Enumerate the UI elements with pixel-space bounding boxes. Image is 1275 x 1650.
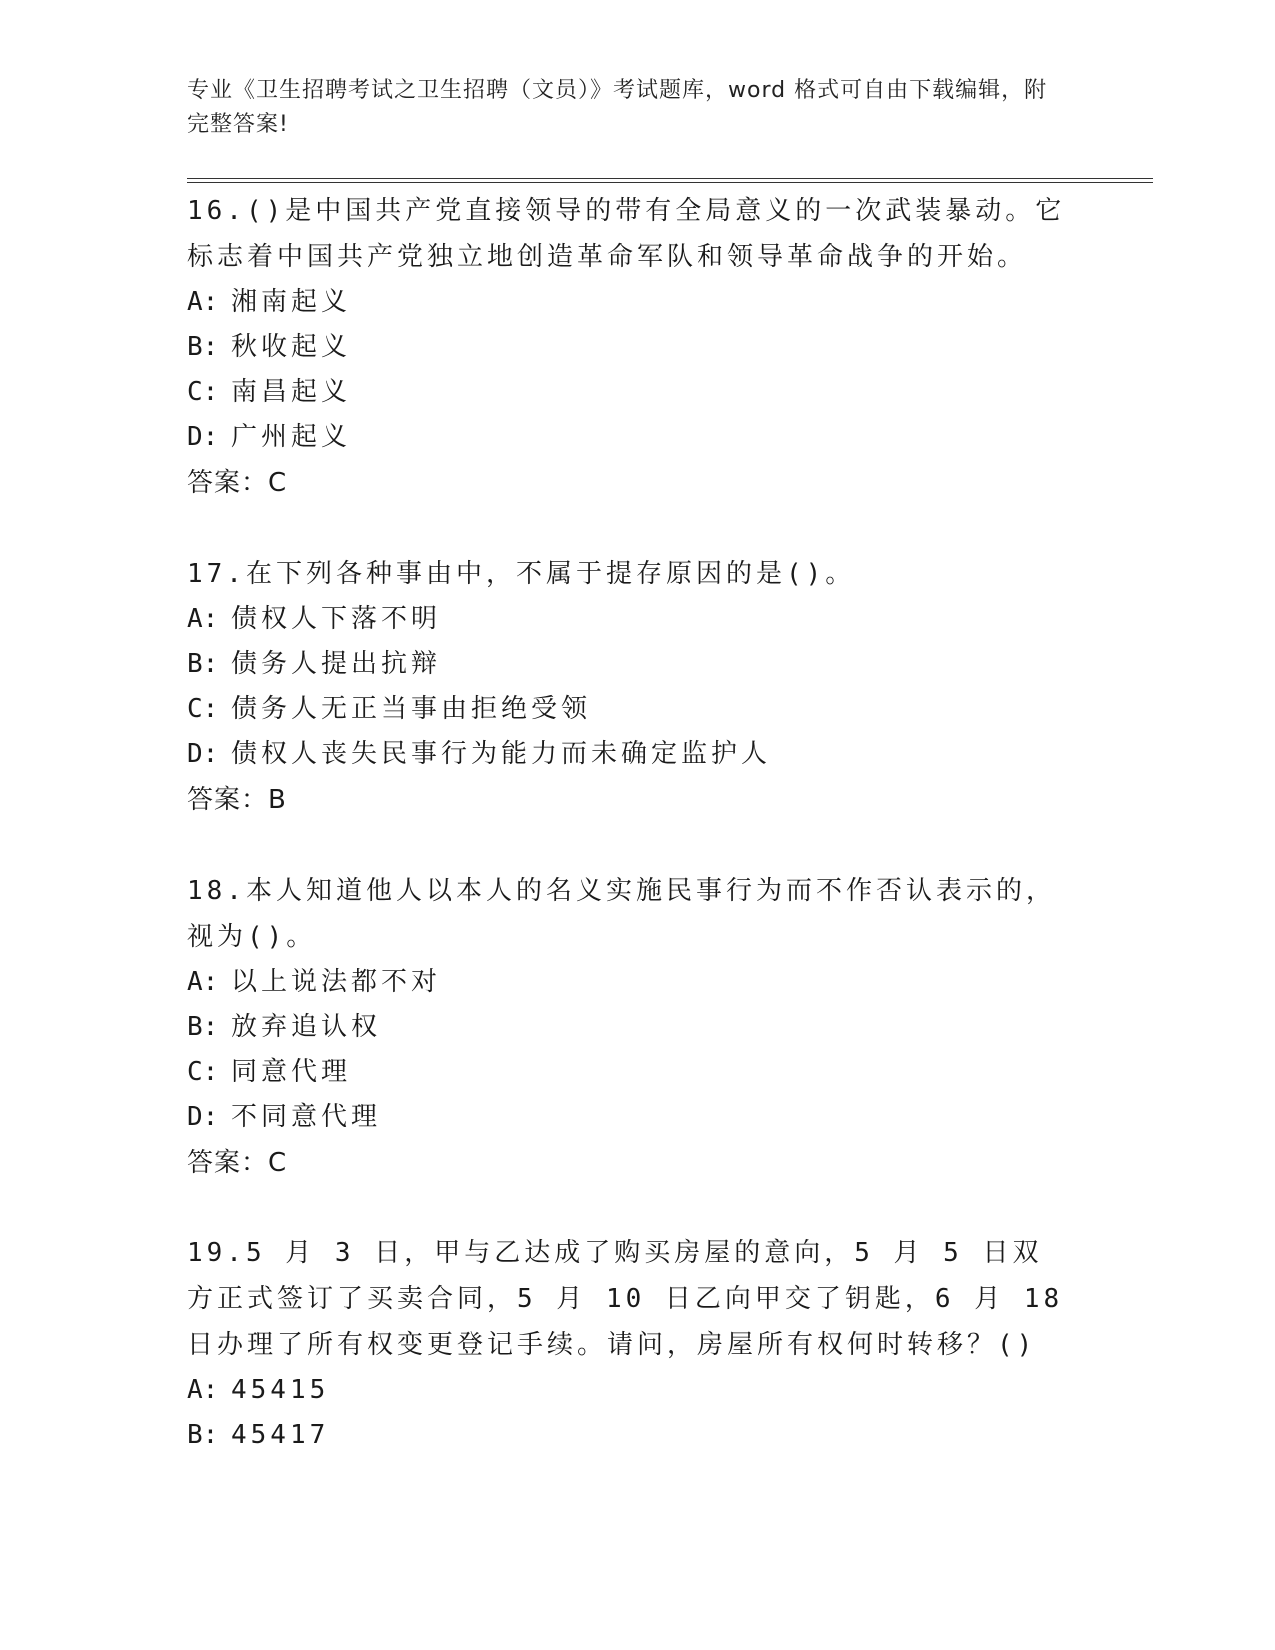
option-label: D: [187,422,219,452]
option-d [187,415,1067,460]
question-stem: 17.在下列各种事由中，不属于提存原因的是()。 [187,559,856,589]
option-label: C: [187,694,219,724]
option-label: B: [187,1012,219,1042]
answer: 答案：C [187,468,288,498]
header-divider-bottom [187,182,1153,183]
option-text: 不同意代理 [231,1102,382,1132]
question-stem: 18.本人知道他人以本人的名义实施民事行为而不作否认表示的，视为()。 [187,876,1056,952]
option-text: 以上说法都不对 [231,967,442,997]
option-text: 债权人丧失民事行为能力而未确定监护人 [231,739,772,769]
question-18 [187,868,1067,1186]
option-text: 广州起义 [231,422,352,452]
option-text: 债务人提出抗辩 [231,649,442,679]
option-b [187,642,1067,687]
header-divider-top [187,178,1153,179]
option-d [187,732,1067,777]
document-header: 专业《卫生招聘考试之卫生招聘（文员）》考试题库，word 格式可自由下载编辑，附完整答案! [187,78,1048,137]
option-label: B: [187,332,219,362]
option-label: B: [187,1420,219,1450]
option-c [187,1050,1067,1095]
option-label: B: [187,649,219,679]
option-label: D: [187,739,219,769]
option-text: 债务人无正当事由拒绝受领 [231,694,592,724]
question-16 [187,188,1067,506]
option-text: 债权人下落不明 [231,604,442,634]
option-d [187,1095,1067,1140]
option-text: 湘南起义 [231,287,352,317]
option-text: 45417 [231,1420,330,1450]
option-text: 秋收起义 [231,332,352,362]
option-text: 南昌起义 [231,377,352,407]
option-label: C: [187,1057,219,1087]
option-text: 45415 [231,1375,330,1405]
option-b [187,1413,1067,1458]
option-a [187,280,1067,325]
option-c [187,370,1067,415]
option-label: A: [187,1375,219,1405]
option-label: D: [187,1102,219,1132]
answer: 答案：C [187,1148,288,1178]
option-label: A: [187,287,219,317]
answer: 答案：B [187,785,287,815]
option-c [187,687,1067,732]
option-a [187,597,1067,642]
question-17 [187,551,1067,823]
option-label: C: [187,377,219,407]
option-a [187,1368,1067,1413]
question-19 [187,1230,1067,1458]
option-label: A: [187,967,219,997]
option-label: A: [187,604,219,634]
option-text: 同意代理 [231,1057,352,1087]
question-stem: 19.5 月 3 日，甲与乙达成了购买房屋的意向，5 月 5 日双方正式签订了买卖合同，5 月 10 日乙向甲交了钥匙，6 月 18 日办理了所有权变更登记手续。请问，房屋所有权何时转移？() [187,1238,1064,1360]
option-a [187,960,1067,1005]
option-text: 放弃追认权 [231,1012,382,1042]
option-b [187,1005,1067,1050]
question-stem: 16.()是中国共产党直接领导的带有全局意义的一次武装暴动。它标志着中国共产党独立地创造革命军队和领导革命战争的开始。 [187,196,1066,272]
option-b [187,325,1067,370]
